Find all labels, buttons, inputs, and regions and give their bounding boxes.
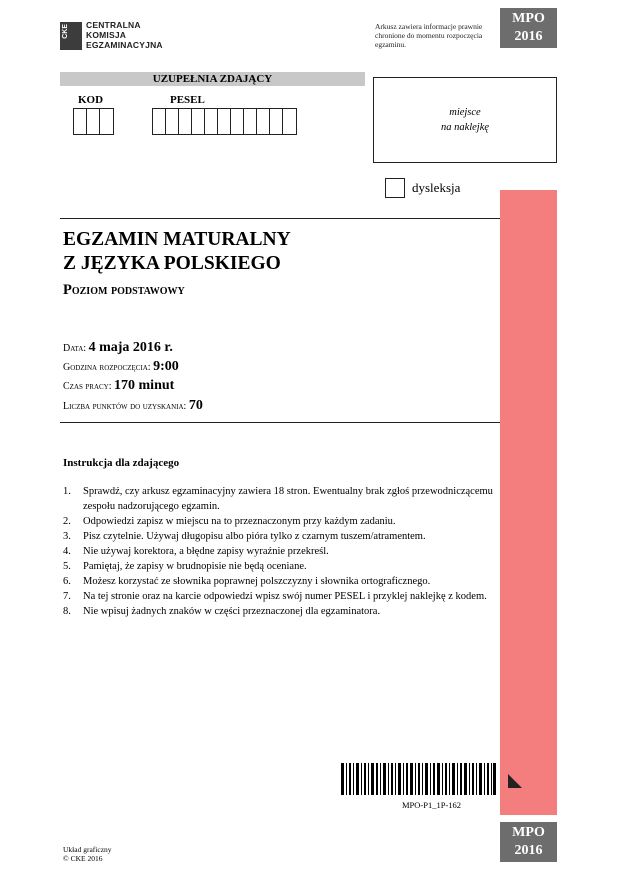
instruction-item: 8. Nie wpisuj żadnych znaków w części przeznaczonej dla egzaminatora. [63, 606, 381, 617]
sticker-line-1: miejsce [449, 107, 481, 118]
kod-input[interactable] [73, 108, 114, 135]
pesel-input[interactable] [152, 108, 297, 135]
dyslexia-checkbox[interactable] [385, 178, 405, 198]
pesel-label: PESEL [170, 94, 205, 106]
cke-logo-text [86, 20, 163, 50]
badge-year: 2016 [514, 29, 543, 44]
instruction-item: 1. Sprawdź, czy arkusz egzaminacyjny zawiera 18 stron. Ewentualny brak zgłoś przewodniczącemu zespołu nadzorującego egzamin. [63, 486, 493, 512]
legal-notice: Arkusz zawiera informacje prawnie chronione do momentu rozpoczęcia egzaminu. [375, 22, 483, 49]
dyslexia-label: dysleksja [412, 180, 461, 195]
footer-credit [63, 845, 112, 863]
footer-line-2: © CKE 2016 [63, 854, 103, 863]
exam-points: Liczba punktów do uzyskania: 70 [63, 398, 203, 413]
kod-label: KOD [78, 94, 104, 106]
exam-date: Data: 4 maja 2016 r. [63, 340, 173, 355]
cke-logo-icon: CKE [60, 22, 82, 50]
sticker-area [373, 77, 557, 163]
badge-code: MPO [512, 825, 545, 840]
logo-line-2: KOMISJA [86, 30, 127, 40]
corner-triangle-icon [508, 774, 522, 788]
exam-title-line-1: EGZAMIN MATURALNY [63, 229, 291, 250]
exam-title-line-2: Z JĘZYKA POLSKIEGO [63, 253, 281, 274]
exam-duration: Czas pracy: 170 minut [63, 378, 175, 393]
exam-title [63, 228, 291, 276]
badge-code: MPO [512, 11, 545, 26]
instruction-item: 5. Pamiętaj, że zapisy w brudnopisie nie będą oceniane. [63, 561, 307, 572]
barcode-text: MPO-P1_1P-162 [402, 800, 462, 810]
exam-level: Poziom podstawowy [63, 282, 185, 298]
instruction-item: 4. Nie używaj korektora, a błędne zapisy wyraźnie przekreśl. [63, 546, 329, 557]
footer-line-1: Układ graficzny [63, 845, 112, 854]
logo-line-3: EGZAMINACYJNA [86, 40, 163, 50]
sticker-line-2: na naklejkę [440, 122, 490, 133]
instructions-list [63, 484, 493, 619]
exam-start-time: Godzina rozpoczęcia: 9:00 [63, 359, 179, 374]
instruction-item: 3. Pisz czytelnie. Używaj długopisu albo pióra tylko z czarnym tuszem/atramentem. [63, 531, 426, 542]
instruction-item: 6. Możesz korzystać ze słownika poprawnej polszczyzny i słownika ortograficznego. [63, 576, 431, 587]
logo-line-1: CENTRALNA [86, 20, 141, 30]
badge-year: 2016 [514, 843, 543, 858]
instruction-item: 2. Odpowiedzi zapisz w miejscu na to przeznaczonym przy każdym zadaniu. [63, 516, 396, 527]
exam-code-badge-bottom [500, 822, 557, 862]
instructions-title: Instrukcja dla zdającego [63, 457, 180, 469]
exam-code-badge-top [500, 8, 557, 48]
divider-middle [60, 422, 500, 423]
red-side-bar [500, 190, 557, 815]
candidate-section-header: UZUPEŁNIA ZDAJĄCY [60, 72, 365, 86]
barcode-icon [341, 763, 496, 795]
instruction-item: 7. Na tej stronie oraz na karcie odpowiedzi wpisz swój numer PESEL i przyklej naklejkę z kodem. [63, 591, 487, 602]
divider-top [60, 218, 500, 219]
